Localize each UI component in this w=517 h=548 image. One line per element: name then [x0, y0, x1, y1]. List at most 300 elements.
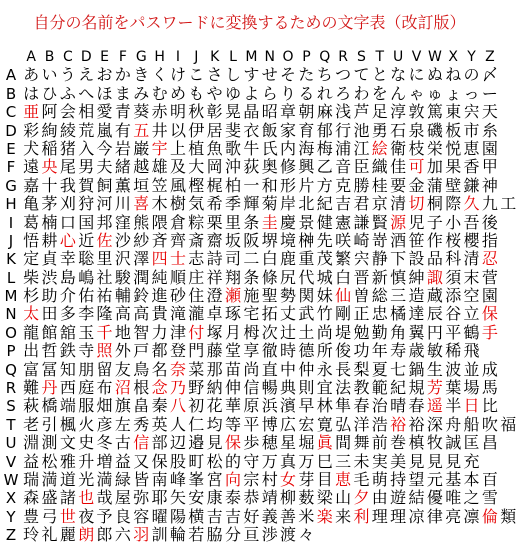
- row-header: F: [6, 158, 16, 177]
- table-cell: 阿: [41, 102, 58, 122]
- table-cell: 星: [280, 433, 297, 453]
- table-cell: 聖: [261, 286, 278, 306]
- table-cell: 望: [408, 469, 425, 489]
- column-header: Y: [467, 49, 476, 65]
- table-cell: 知: [59, 359, 76, 379]
- table-cell: 館: [41, 322, 58, 342]
- table-cell: 浩: [371, 414, 388, 434]
- table-cell: 四: [151, 249, 168, 269]
- table-cell: 福: [500, 414, 517, 434]
- table-cell: 羽: [133, 525, 150, 545]
- table-cell: 並: [463, 359, 480, 379]
- table-cell: 苗: [225, 359, 242, 379]
- table-cell: 際: [445, 194, 462, 214]
- table-cell: 橘: [390, 304, 407, 324]
- table-cell: 充: [463, 451, 480, 471]
- table-cell: 九: [481, 194, 498, 214]
- table-cell: 齋: [206, 230, 223, 250]
- table-cell: 静: [371, 249, 388, 269]
- row-header: C: [5, 103, 17, 122]
- table-cell: 舞: [353, 433, 370, 453]
- table-cell: 万: [261, 451, 278, 471]
- table-cell: 香: [463, 157, 480, 177]
- table-cell: 朗: [78, 525, 95, 545]
- table-cell: 隼: [335, 396, 352, 416]
- row-header: T: [6, 415, 16, 434]
- table-cell: 源: [390, 212, 407, 232]
- table-cell: 会: [59, 102, 76, 122]
- table-cell: む: [151, 83, 168, 103]
- table-cell: ろ: [335, 83, 352, 103]
- table-cell: 由: [371, 488, 388, 508]
- table-cell: 神: [481, 175, 498, 195]
- row-header: H: [5, 195, 17, 214]
- table-cell: 恵: [463, 138, 480, 158]
- table-cell: 相: [78, 102, 95, 122]
- table-cell: 半: [445, 396, 462, 416]
- table-cell: 世: [59, 506, 76, 526]
- table-cell: 梁: [316, 488, 333, 508]
- table-cell: 猪: [59, 138, 76, 158]
- table-cell: 栄: [426, 138, 443, 158]
- table-cell: 橋: [41, 396, 58, 416]
- table-cell: 小: [445, 212, 462, 232]
- table-cell: 貴: [151, 304, 168, 324]
- table-cell: 後: [481, 212, 498, 232]
- table-cell: 京: [371, 194, 388, 214]
- table-cell: 佑: [78, 286, 95, 306]
- table-cell: 里: [96, 249, 113, 269]
- table-cell: 守: [243, 451, 260, 471]
- table-cell: 道: [59, 469, 76, 489]
- table-cell: 清: [463, 249, 480, 269]
- row-header: E: [6, 139, 16, 158]
- table-cell: ま: [114, 83, 131, 103]
- table-cell: 教: [353, 378, 370, 398]
- table-cell: 凛: [463, 506, 480, 526]
- table-cell: 鈴: [133, 286, 150, 306]
- table-cell: 浦: [335, 138, 352, 158]
- table-cell: 村: [261, 469, 278, 489]
- table-cell: お: [96, 65, 113, 85]
- table-cell: 堺: [261, 230, 278, 250]
- table-cell: 卓: [206, 304, 223, 324]
- table-cell: 明: [169, 102, 186, 122]
- table-cell: 也: [78, 488, 95, 508]
- table-cell: 遊: [390, 488, 407, 508]
- table-cell: 皆: [133, 469, 150, 489]
- table-cell: 郁: [316, 120, 333, 140]
- row-header: Z: [5, 526, 17, 545]
- table-cell: 深: [426, 414, 443, 434]
- table-cell: 松: [41, 451, 58, 471]
- table-cell: 理: [390, 506, 407, 526]
- table-cell: 裕: [390, 414, 407, 434]
- table-cell: 渉: [261, 525, 278, 545]
- table-cell: 見: [408, 451, 425, 471]
- table-cell: 恭: [243, 488, 260, 508]
- table-cell: 空: [463, 286, 480, 306]
- table-cell: 荒: [78, 120, 95, 140]
- table-cell: 波: [445, 359, 462, 379]
- table-cell: 夫: [96, 157, 113, 177]
- table-cell: ら: [261, 83, 278, 103]
- table-cell: ち: [316, 65, 333, 85]
- page-title: 自分の名前をパスワードに変換するための文字表（改訂版）: [33, 13, 466, 32]
- table-cell: 又: [133, 451, 150, 471]
- table-cell: 勉: [353, 322, 370, 342]
- table-cell: 八: [169, 396, 186, 416]
- table-cell: 川: [114, 194, 131, 214]
- table-cell: 範: [371, 378, 388, 398]
- table-cell: 幸: [59, 249, 76, 269]
- table-cell: 諸: [59, 488, 76, 508]
- table-cell: 斐: [225, 120, 242, 140]
- table-cell: 遥: [426, 396, 443, 416]
- table-cell: 喜: [133, 194, 150, 214]
- table-cell: 益: [114, 451, 131, 471]
- table-cell: 之: [463, 488, 480, 508]
- table-cell: 二: [243, 249, 260, 269]
- table-cell: 隆: [96, 304, 113, 324]
- table-cell: 久: [463, 194, 480, 214]
- table-cell: 法: [335, 378, 352, 398]
- table-cell: 薮: [298, 488, 315, 508]
- table-cell: 圭: [261, 212, 278, 232]
- table-cell: 悦: [445, 138, 462, 158]
- table-cell: 吾: [463, 212, 480, 232]
- row-header: V: [5, 452, 17, 471]
- table-cell: 代: [298, 267, 315, 287]
- table-cell: 造: [408, 286, 425, 306]
- table-cell: 敏: [426, 341, 443, 361]
- table-cell: 吹: [481, 414, 498, 434]
- table-cell: 風: [169, 175, 186, 195]
- table-cell: 智: [133, 322, 150, 342]
- table-cell: 入: [78, 138, 95, 158]
- table-cell: 条: [243, 267, 260, 287]
- column-header: T: [375, 49, 385, 65]
- table-cell: 菜: [188, 359, 205, 379]
- table-cell: 謙: [353, 212, 370, 232]
- table-cell: 芳: [426, 378, 443, 398]
- table-cell: 阪: [243, 230, 260, 250]
- table-cell: 雪: [481, 488, 498, 508]
- table-cell: 善: [280, 506, 297, 526]
- table-cell: 洋: [353, 414, 370, 434]
- table-cell: 齊: [169, 230, 186, 250]
- table-cell: 園: [481, 286, 498, 306]
- table-cell: 仙: [335, 286, 352, 306]
- table-cell: 益: [23, 451, 40, 471]
- table-cell: 平: [243, 414, 260, 434]
- table-cell: 稀: [445, 341, 462, 361]
- table-cell: 玲: [23, 525, 40, 545]
- column-header: O: [282, 49, 294, 65]
- table-cell: 氏: [261, 138, 278, 158]
- table-cell: 玉: [78, 322, 95, 342]
- table-cell: へ: [78, 83, 95, 103]
- table-cell: 出: [23, 341, 40, 361]
- table-cell: 万: [298, 451, 315, 471]
- table-cell: 保: [151, 451, 168, 471]
- table-cell: 泰: [225, 488, 242, 508]
- table-cell: 天: [481, 102, 498, 122]
- table-cell: 鍋: [408, 359, 425, 379]
- table-cell: 六: [114, 525, 131, 545]
- table-cell: 力: [151, 322, 168, 342]
- table-cell: う: [59, 65, 76, 85]
- row-header: P: [6, 342, 16, 361]
- table-cell: 輪: [169, 525, 186, 545]
- table-cell: 中: [280, 359, 297, 379]
- table-cell: 哲: [41, 341, 58, 361]
- table-cell: 稲: [41, 138, 58, 158]
- table-cell: 河: [96, 194, 113, 214]
- table-cell: 吉: [225, 506, 242, 526]
- table-cell: 沙: [114, 230, 131, 250]
- column-header: I: [175, 49, 181, 65]
- table-cell: 新: [371, 267, 388, 287]
- table-cell: 梶: [206, 175, 223, 195]
- table-cell: 奥: [261, 157, 278, 177]
- table-cell: 夏: [371, 359, 388, 379]
- table-cell: 勝: [353, 175, 370, 195]
- table-cell: 杉: [23, 286, 40, 306]
- column-header: G: [135, 49, 147, 65]
- table-cell: 一: [243, 175, 260, 195]
- table-cell: 股: [169, 451, 186, 471]
- table-cell: 納: [206, 378, 223, 398]
- table-cell: 盛: [41, 488, 58, 508]
- table-cell: 宏: [298, 414, 315, 434]
- table-cell: は: [23, 83, 40, 103]
- table-cell: 堂: [225, 341, 242, 361]
- table-cell: 牧: [426, 433, 443, 453]
- table-cell: 矢: [169, 488, 186, 508]
- column-header: L: [229, 49, 237, 65]
- table-cell: 本: [463, 469, 480, 489]
- table-cell: 寺: [78, 341, 95, 361]
- table-cell: 壁: [445, 175, 462, 195]
- table-cell: 衣: [243, 120, 260, 140]
- table-cell: 指: [481, 230, 498, 250]
- table-cell: 勤: [371, 322, 388, 342]
- table-cell: 栗: [206, 212, 223, 232]
- table-cell: 仲: [298, 359, 315, 379]
- table-cell: 外: [114, 341, 131, 361]
- table-cell: 保: [481, 304, 498, 324]
- table-cell: 翼: [408, 322, 425, 342]
- table-cell: 東: [445, 102, 462, 122]
- table-cell: 社: [96, 267, 113, 287]
- table-cell: 咲: [335, 230, 352, 250]
- table-cell: 英: [151, 414, 168, 434]
- table-cell: よ: [243, 83, 260, 103]
- table-cell: 彦: [96, 414, 113, 434]
- table-cell: 利: [353, 506, 370, 526]
- table-cell: 萩: [23, 396, 40, 416]
- table-cell: ぬ: [426, 65, 443, 85]
- table-cell: 栂: [243, 322, 260, 342]
- table-cell: 瀬: [225, 286, 242, 306]
- table-cell: 芽: [298, 469, 315, 489]
- table-cell: こ: [188, 65, 205, 85]
- table-cell: 冨: [41, 359, 58, 379]
- table-cell: あ: [23, 65, 40, 85]
- table-cell: 葛: [23, 212, 40, 232]
- table-cell: 晃: [225, 102, 242, 122]
- table-cell: の: [463, 65, 480, 85]
- table-cell: 笠: [151, 175, 168, 195]
- table-cell: 司: [225, 249, 242, 269]
- table-cell: 絢: [41, 120, 58, 140]
- table-cell: 瑞: [23, 469, 40, 489]
- table-cell: 砂: [169, 286, 186, 306]
- table-cell: 櫻: [463, 230, 480, 250]
- table-cell: 早: [298, 396, 315, 416]
- table-cell: 工: [500, 194, 517, 214]
- column-header: E: [100, 49, 109, 65]
- table-cell: 宍: [353, 249, 370, 269]
- table-cell: 酒: [390, 230, 407, 250]
- table-cell: 念: [151, 378, 168, 398]
- table-cell: 藤: [206, 341, 223, 361]
- table-cell: 的: [225, 451, 242, 471]
- table-cell: 純: [151, 267, 168, 287]
- table-cell: 茅: [41, 194, 58, 214]
- row-header: R: [5, 379, 17, 398]
- table-cell: 白: [335, 267, 352, 287]
- table-cell: 真: [280, 451, 297, 471]
- table-cell: 児: [408, 212, 425, 232]
- table-cell: 吉: [335, 194, 352, 214]
- table-cell: 三: [390, 286, 407, 306]
- table-cell: 加: [426, 157, 443, 177]
- table-cell: 柏: [225, 175, 242, 195]
- table-cell: 伊: [188, 120, 205, 140]
- table-cell: 島: [59, 267, 76, 287]
- table-cell: 詩: [206, 249, 223, 269]
- table-cell: 篤: [426, 102, 443, 122]
- table-cell: 引: [41, 414, 58, 434]
- table-cell: た: [298, 65, 315, 85]
- table-cell: 末: [463, 267, 480, 287]
- column-header: U: [393, 49, 404, 65]
- table-cell: 須: [445, 267, 462, 287]
- table-cell: 科: [445, 249, 462, 269]
- table-cell: 舟: [445, 414, 462, 434]
- table-cell: 毛: [353, 469, 370, 489]
- table-cell: 景: [298, 212, 315, 232]
- table-cell: 施: [243, 286, 260, 306]
- table-cell: 五: [133, 120, 150, 140]
- table-cell: 遠: [23, 157, 40, 177]
- row-header: M: [4, 287, 18, 306]
- table-cell: 沢: [114, 249, 131, 269]
- table-cell: 紀: [316, 194, 333, 214]
- column-header: H: [154, 49, 165, 65]
- table-cell: 馬: [481, 378, 498, 398]
- table-cell: 〆: [481, 65, 498, 85]
- row-header: N: [5, 305, 17, 324]
- table-cell: 設: [408, 249, 425, 269]
- table-cell: 凉: [408, 506, 425, 526]
- table-cell: 律: [426, 506, 443, 526]
- table-cell: 均: [206, 414, 223, 434]
- table-cell: 修: [280, 157, 297, 177]
- table-cell: 浜: [261, 396, 278, 416]
- table-cell: 境: [280, 230, 297, 250]
- table-cell: 増: [96, 451, 113, 471]
- table-cell: 庭: [78, 378, 95, 398]
- table-cell: 安: [188, 488, 205, 508]
- table-cell: え: [78, 65, 95, 85]
- table-cell: 茂: [316, 249, 333, 269]
- table-cell: 亘: [243, 525, 260, 545]
- column-header: J: [194, 49, 199, 65]
- column-header: M: [245, 49, 258, 65]
- table-cell: 磯: [426, 120, 443, 140]
- table-cell: 丹: [41, 378, 58, 398]
- row-header: G: [5, 176, 17, 195]
- table-cell: 弓: [41, 506, 58, 526]
- table-cell: 歌: [225, 138, 242, 158]
- table-cell: 甲: [481, 157, 498, 177]
- table-cell: 所: [316, 341, 333, 361]
- table-cell: 希: [206, 194, 223, 214]
- table-cell: 規: [408, 378, 425, 398]
- table-cell: め: [169, 83, 186, 103]
- table-cell: 戸: [133, 341, 150, 361]
- table-cell: 内: [280, 138, 297, 158]
- table-cell: 富: [23, 359, 40, 379]
- table-cell: 々: [298, 525, 315, 545]
- table-cell: く: [151, 65, 168, 85]
- table-cell: や: [206, 83, 223, 103]
- table-cell: 近: [78, 230, 95, 250]
- table-cell: 窪: [114, 212, 131, 232]
- table-cell: 眞: [316, 433, 333, 453]
- table-cell: 間: [335, 433, 352, 453]
- table-cell: 池: [353, 120, 370, 140]
- table-cell: 関: [298, 286, 315, 306]
- table-cell: 行: [335, 120, 352, 140]
- table-cell: 條: [261, 267, 278, 287]
- table-cell: 澄: [206, 286, 223, 306]
- table-cell: 彩: [23, 120, 40, 140]
- table-cell: 春: [353, 396, 370, 416]
- table-cell: 榊: [298, 230, 315, 250]
- table-cell: 曽: [353, 286, 370, 306]
- table-cell: 塚: [206, 322, 223, 342]
- table-cell: 百: [481, 469, 498, 489]
- table-cell: 忠: [371, 304, 388, 324]
- table-cell: 輝: [243, 194, 260, 214]
- table-cell: 訓: [151, 525, 168, 545]
- table-cell: 子: [426, 212, 443, 232]
- table-cell: 蒲: [426, 175, 443, 195]
- table-cell: 歳: [408, 341, 425, 361]
- table-cell: 若: [188, 525, 205, 545]
- table-cell: 耕: [41, 230, 58, 250]
- table-cell: 薫: [114, 175, 131, 195]
- column-header: N: [264, 49, 275, 65]
- table-cell: 朝: [298, 102, 315, 122]
- table-cell: 来: [335, 506, 352, 526]
- table-cell: み: [133, 83, 150, 103]
- table-cell: 郎: [96, 525, 113, 545]
